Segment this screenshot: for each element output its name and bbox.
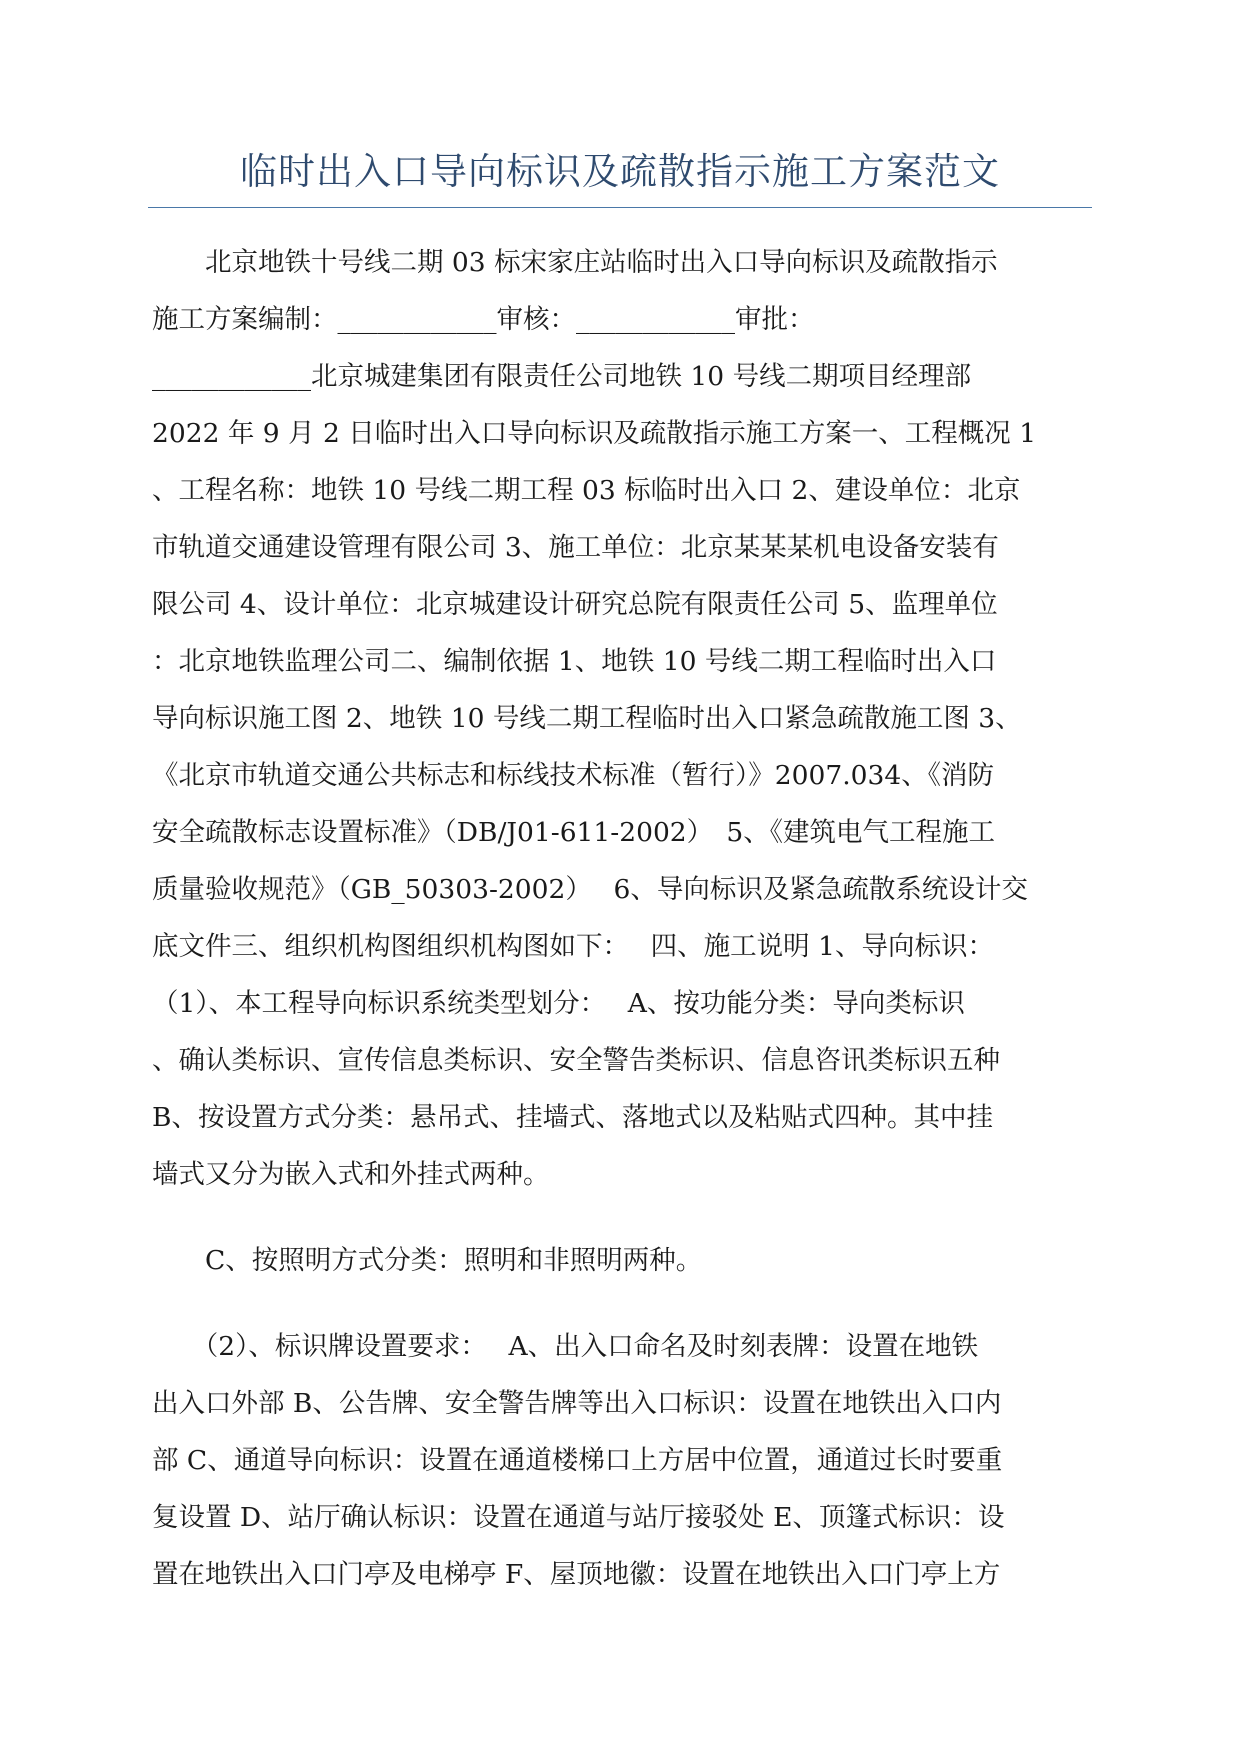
text-line: 限公司 4、设计单位：北京城建设计研究总院有限责任公司 5、监理单位 xyxy=(152,589,998,620)
text-line: （1）、本工程导向标识系统类型划分： A、按功能分类：导向类标识 xyxy=(152,988,965,1019)
text-line: 导向标识施工图 2、地铁 10 号线二期工程临时出入口紧急疏散施工图 3、 xyxy=(152,703,1022,734)
text-line: 《北京市轨道交通公共标志和标线技术标准（暂行）》2007.034、《消防 xyxy=(152,760,994,791)
paragraph-lighting xyxy=(152,1232,1088,1289)
text-line: 复设置 D、站厅确认标识：设置在通道与站厅接驳处 E、顶篷式标识：设 xyxy=(152,1502,1005,1533)
text-line: C、按照明方式分类：照明和非照明两种。 xyxy=(152,1245,703,1276)
title-underline xyxy=(148,207,1092,208)
text-line: 施工方案编制：____________审核：____________审批： xyxy=(152,304,815,335)
text-line: 质量验收规范》（GB_50303-2002） 6、导向标识及紧急疏散系统设计交 xyxy=(152,874,1028,905)
text-line: 、确认类标识、宣传信息类标识、安全警告类标识、信息咨讯类标识五种 xyxy=(152,1045,1000,1076)
text-line: 底文件三、组织机构图组织机构图如下： 四、施工说明 1、导向标识： xyxy=(152,931,994,962)
text-line: （2）、标识牌设置要求： A、出入口命名及时刻表牌：设置在地铁 xyxy=(152,1331,979,1362)
text-line: 部 C、通道导向标识：设置在通道楼梯口上方居中位置，通道过长时要重 xyxy=(152,1445,1003,1476)
text-line: 墙式又分为嵌入式和外挂式两种。 xyxy=(152,1159,550,1190)
text-line: 市轨道交通建设管理有限公司 3、施工单位：北京某某某机电设备安装有 xyxy=(152,532,999,563)
text-line: 出入口外部 B、公告牌、安全警告牌等出入口标识：设置在地铁出入口内 xyxy=(152,1388,1002,1419)
text-line: ____________北京城建集团有限责任公司地铁 10 号线二期项目经理部 xyxy=(152,361,972,392)
text-line: ：北京地铁监理公司二、编制依据 1、地铁 10 号线二期工程临时出入口 xyxy=(152,646,997,677)
text-line: 2022 年 9 月 2 日临时出入口导向标识及疏散指示施工方案一、工程概况 1 xyxy=(152,418,1037,449)
paragraph-sign-requirements xyxy=(152,1318,1088,1603)
text-line: 安全疏散标志设置标准》（DB/J01-611-2002） 5、《建筑电气工程施工 xyxy=(152,817,996,848)
text-line: 北京地铁十号线二期 03 标宋家庄站临时出入口导向标识及疏散指示 xyxy=(152,247,998,278)
text-line: B、按设置方式分类：悬吊式、挂墙式、落地式以及粘贴式四种。其中挂 xyxy=(152,1102,993,1133)
paragraph-overview xyxy=(152,234,1088,1203)
text-line: 置在地铁出入口门亭及电梯亭 F、屋顶地徽：设置在地铁出入口门亭上方 xyxy=(152,1559,1001,1590)
document-title: 临时出入口导向标识及疏散指示施工方案范文 xyxy=(240,150,1000,193)
text-line: 、工程名称：地铁 10 号线二期工程 03 标临时出入口 2、建设单位：北京 xyxy=(152,475,1021,506)
